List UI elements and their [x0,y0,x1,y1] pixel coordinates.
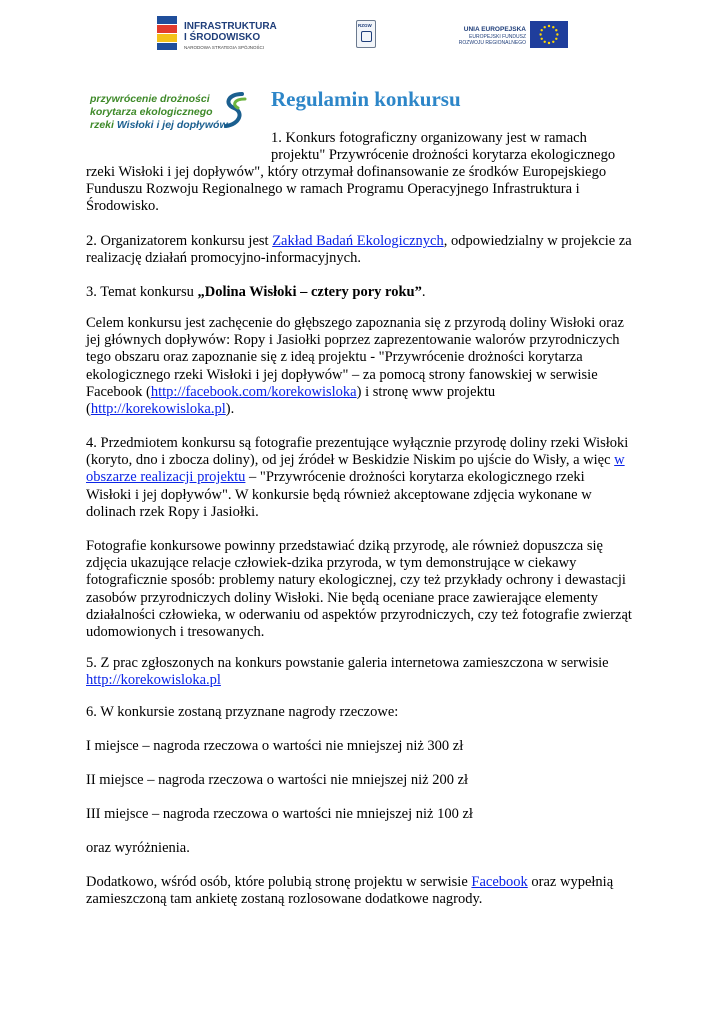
text-line: III miejsce – nagroda rzeczowa o wartości nie mniejszej niż 100 zł [86,806,473,822]
prize-2 [86,772,646,789]
paragraph-2 [86,233,646,267]
text-line: 4. Przedmiotem konkursu są fotografie prezentujące wyłącznie przyrodę doliny rzeki Wisłoki [86,435,629,451]
logo-text: NARODOWA STRATEGIA SPÓJNOŚCI [184,45,265,50]
logo-text: INFRASTRUKTURA [184,21,277,32]
contest-theme: „Dolina Wisłoki – cztery pory roku” [197,284,422,300]
text-line: I miejsce – nagroda rzeczowa o wartości nie mniejszej niż 300 zł [86,738,464,754]
wave-icon [361,31,372,42]
prize-1 [86,738,646,755]
text-line: 5. Z prac zgłoszonych na konkurs powstanie galeria internetowa zamieszczona w serwisie [86,655,609,671]
text-line: oraz wyróżnienia. [86,840,190,856]
text-line: 6. W konkursie zostaną przyznane nagrody rzeczowe: [86,704,399,720]
facebook-link[interactable]: Facebook [471,874,528,890]
project-area-link[interactable]: obszarze realizacji projektu [86,469,246,486]
prize-3 [86,806,646,823]
paragraph-4 [86,315,646,418]
logo-text: korytarza ekologicznego [90,106,213,118]
paragraph-7 [86,655,646,689]
text-line: 1. Konkurs fotograficzny organizowany jest w ramach [271,130,587,146]
text-line: zamieszczoną tam ankietę zostaną rozlosowane dodatkowe nagrody. [86,891,483,908]
facebook-url-link[interactable]: http://facebook.com/korekowisloka [150,383,357,400]
text-line: rzeki Wisłoki i jej dopływów", który otrzymał dofinansowanie ze środków Europejskiego [86,164,607,180]
text-line: Celem konkursu jest zachęcenie do głębszego zapoznania się z przyrodą doliny Wisłoki oraz [86,315,624,331]
logo-text: UNIA EUROPEJSKA [463,26,526,33]
eu-logo [458,20,568,52]
paragraph-1-cont [86,164,646,216]
project-url-link[interactable]: http://korekowisloka.pl [90,401,226,418]
logo-text: I ŚRODOWISKO [184,32,261,43]
text-line: zasobów przyrodniczych doliny Wisłoki. Nie będą oceniane prace zawierające elementy [86,589,599,606]
text-line [86,672,646,689]
text-line: fotograficznie sposób: problemy natury ekologicznej, czy też przykłady ochrony i dewastacji [86,572,626,589]
paragraph-1 [271,130,651,164]
text-line: (http://korekowisloka.pl). [86,401,235,418]
text-line: II miejsce – nagroda rzeczowa o wartości nie mniejszej niż 200 zł [86,772,469,788]
text-line: realizację działań promocyjno-informacyjnych. [86,250,361,267]
project-area-link[interactable]: w [614,452,625,469]
text-line: Funduszu Rozwoju Regionalnego w ramach Programu Operacyjnego Infrastruktura i [86,181,580,198]
eu-flag-icon [530,21,568,48]
river-swirl-icon [220,90,248,130]
text-line: Środowisko. [86,198,159,215]
logo-text: RZGW [358,23,372,28]
text-line: 3. Temat konkursu „Dolina Wisłoki – cztery pory roku”. [86,284,426,300]
header-logos [0,10,725,58]
text-line: tego obszaru oraz zapoznanie się z ideą projektu - "Przywrócenie drożności korytarza [86,349,583,366]
text-line: ekologicznego rzeki Wisłoki i jej dopływów" – za pomocą strony fanowskiej w serwisie [86,366,598,383]
project-logo [84,86,250,142]
logo-text: ROZWOJU REGIONALNEGO [458,40,526,46]
text-line: dolinach rzek Ropy i Jasiołki. [86,503,259,520]
text-line: Dodatkowo, wśród osób, które polubią stronę projektu w serwisie Facebook oraz wypełnią [86,874,614,890]
text-line: jej głównych dopływów: Ropy i Jasiołki poprzez zaprezentowanie walorów przyrodniczych [86,332,620,349]
text-line: projektu" Przywrócenie drożności korytarza ekologicznego [271,147,616,164]
text-line: Wisłoki i jej dopływów". W konkursie będą również akceptowane zdjęcia wykonane w [86,486,592,503]
logo-text: rzeki Wisłoki i jej dopływów [90,119,228,131]
paragraph-6 [86,538,646,641]
paragraph-3 [86,284,646,301]
gallery-url-link[interactable]: http://korekowisloka.pl [86,672,221,689]
infrastruktura-logo [157,16,297,56]
distinctions [86,840,646,857]
paragraph-8 [86,704,646,721]
text-line: zdjęcia ukazujące relacje człowiek-dzika przyroda, w tym demonstrujące w ciekawy [86,555,577,572]
organizer-link[interactable]: Zakład Badań Ekologicznych [272,233,444,249]
text-line: działalności człowieka, w oderwaniu od aspektów przyrodniczych, czy też fotografie zwierząt [86,606,632,623]
page-title: Regulamin konkursu [271,87,461,111]
text-line: 2. Organizatorem konkursu jest Zakład Badań Ekologicznych, odpowiedzialny w projekcie za [86,233,632,249]
paragraph-5 [86,435,646,521]
text-line: Fotografie konkursowe powinny przedstawiać dziką przyrodę, ale również dopuszcza się [86,538,603,554]
paragraph-10 [86,874,646,908]
logo-text: przywrócenie drożności [90,93,210,105]
text-line: Facebook (http://facebook.com/korekowisloka) i stronę www projektu [86,383,496,400]
rzgw-logo [356,20,376,48]
text-line: (koryto, dno i zbocza doliny), od jej źródeł w Beskidzie Niskim po ujście do Wisły, a więc w [86,452,625,469]
text-line: udomowionych i tresowanych. [86,624,265,641]
flag-icon [157,16,177,50]
text-line: obszarze realizacji projektu – "Przywrócenie drożności korytarza ekologicznego rzeki [86,469,585,486]
logo-text: EUROPEJSKI FUNDUSZ [469,34,526,40]
